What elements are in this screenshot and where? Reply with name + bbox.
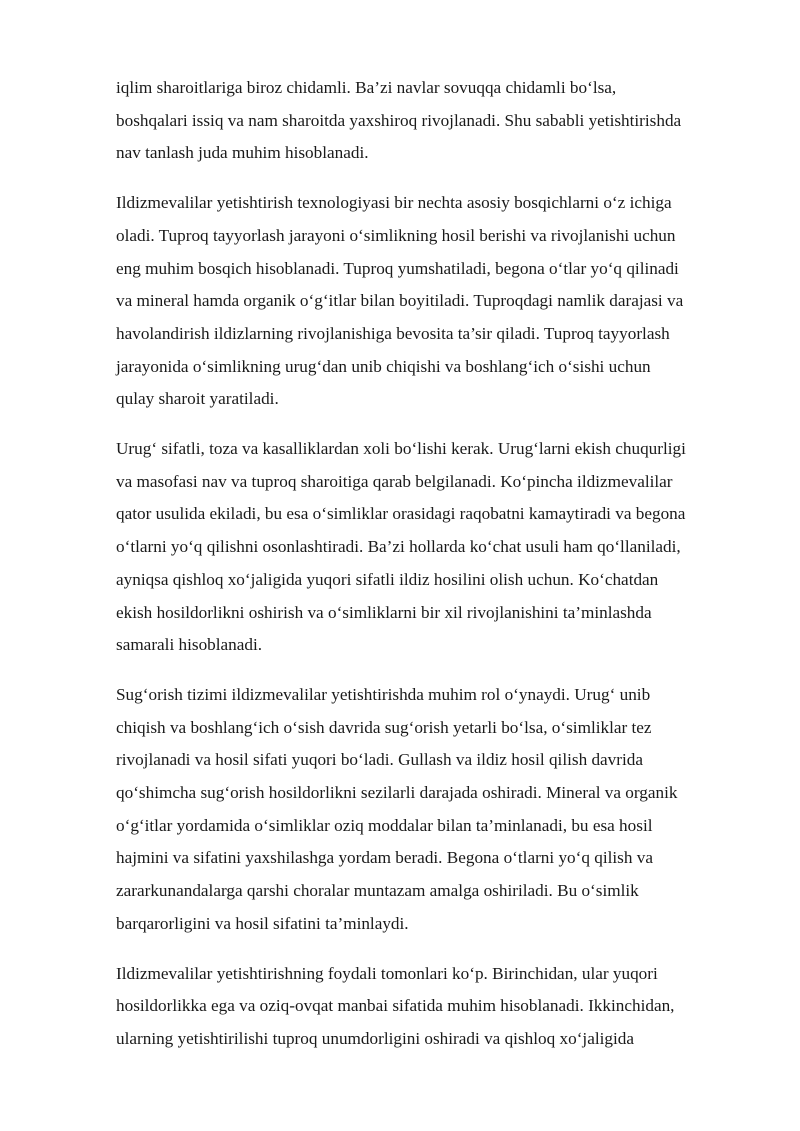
text-line: rivojlanadi va hosil sifati yuqori bo‘ladi. Gullash va ildiz hosil qilish davrida xyxy=(116,750,643,770)
text-line: Urug‘ sifatli, toza va kasalliklardan xoli bo‘lishi kerak. Urug‘larni ekish chuqurligi xyxy=(116,439,686,459)
paragraph-3 xyxy=(116,433,736,662)
paragraph-1 xyxy=(116,72,736,170)
text-line: qo‘shimcha sug‘orish hosildorlikni sezilarli darajada oshiradi. Mineral va organik xyxy=(116,783,678,803)
text-line: chiqish va boshlang‘ich o‘sish davrida sug‘orish yetarli bo‘lsa, o‘simliklar tez xyxy=(116,717,652,737)
text-line: nav tanlash juda muhim hisoblanadi. xyxy=(116,143,369,163)
text-line: zararkunandalarga qarshi choralar muntazam amalga oshiriladi. Bu o‘simlik xyxy=(116,881,639,901)
text-line: o‘g‘itlar yordamida o‘simliklar oziq moddalar bilan ta’minlanadi, bu esa hosil xyxy=(116,815,653,835)
text-line: o‘tlarni yo‘q qilishni osonlashtiradi. Ba’zi hollarda ko‘chat usuli ham qo‘llaniladi, xyxy=(116,537,681,557)
text-line: va masofasi nav va tuproq sharoitiga qarab belgilanadi. Ko‘pincha ildizmevalilar xyxy=(116,471,673,491)
text-line: Ildizmevalilar yetishtirish texnologiyasi bir nechta asosiy bosqichlarni o‘z ichiga xyxy=(116,193,672,213)
text-line: barqarorligini va hosil sifatini ta’minlaydi. xyxy=(116,913,409,933)
text-line: hajmini va sifatini yaxshilashga yordam beradi. Begona o‘tlarni yo‘q qilish va xyxy=(116,848,653,868)
paragraph-4 xyxy=(116,679,736,941)
text-line: qator usulida ekiladi, bu esa o‘simliklar orasidagi raqobatni kamaytiradi va begona xyxy=(116,504,686,524)
text-line: iqlim sharoitlariga biroz chidamli. Ba’zi navlar sovuqqa chidamli bo‘lsa, xyxy=(116,78,617,97)
text-line: va mineral hamda organik o‘g‘itlar bilan boyitiladi. Tuproqdagi namlik darajasi va xyxy=(116,291,684,311)
document-body xyxy=(116,72,736,1073)
text-line: ularning yetishtirilishi tuproq unumdorligini oshiradi va qishloq xo‘jaligida xyxy=(116,1028,634,1048)
text-line: oladi. Tuproq tayyorlash jarayoni o‘simlikning hosil berishi va rivojlanishi uchun xyxy=(116,225,676,245)
text-line: eng muhim bosqich hisoblanadi. Tuproq yumshatiladi, begona o‘tlar yo‘q qilinadi xyxy=(116,258,679,278)
text-line: Ildizmevalilar yetishtirishning foydali tomonlari ko‘p. Birinchidan, ular yuqori xyxy=(116,963,658,983)
text-line: jarayonida o‘simlikning urug‘dan unib chiqishi va boshlang‘ich o‘sishi uchun xyxy=(116,356,651,376)
text-line: hosildorlikka ega va oziq-ovqat manbai sifatida muhim hisoblanadi. Ikkinchidan, xyxy=(116,996,675,1016)
text-line: ekish hosildorlikni oshirish va o‘simliklarni bir xil rivojlanishini ta’minlashda xyxy=(116,602,652,622)
text-line: boshqalari issiq va nam sharoitda yaxshiroq rivojlanadi. Shu sababli yetishtirishda xyxy=(116,110,682,130)
text-line: havolandirish ildizlarning rivojlanishiga bevosita ta’sir qiladi. Tuproq tayyorlash xyxy=(116,323,670,343)
text-line: qulay sharoit yaratiladi. xyxy=(116,389,279,409)
paragraph-5 xyxy=(116,958,736,1056)
text-line: samarali hisoblanadi. xyxy=(116,635,263,655)
paragraph-2 xyxy=(116,187,736,416)
text-line: Sug‘orish tizimi ildizmevalilar yetishtirishda muhim rol o‘ynaydi. Urug‘ unib xyxy=(116,684,651,704)
text-line: ayniqsa qishloq xo‘jaligida yuqori sifatli ildiz hosilini olish uchun. Ko‘chatdan xyxy=(116,569,659,589)
